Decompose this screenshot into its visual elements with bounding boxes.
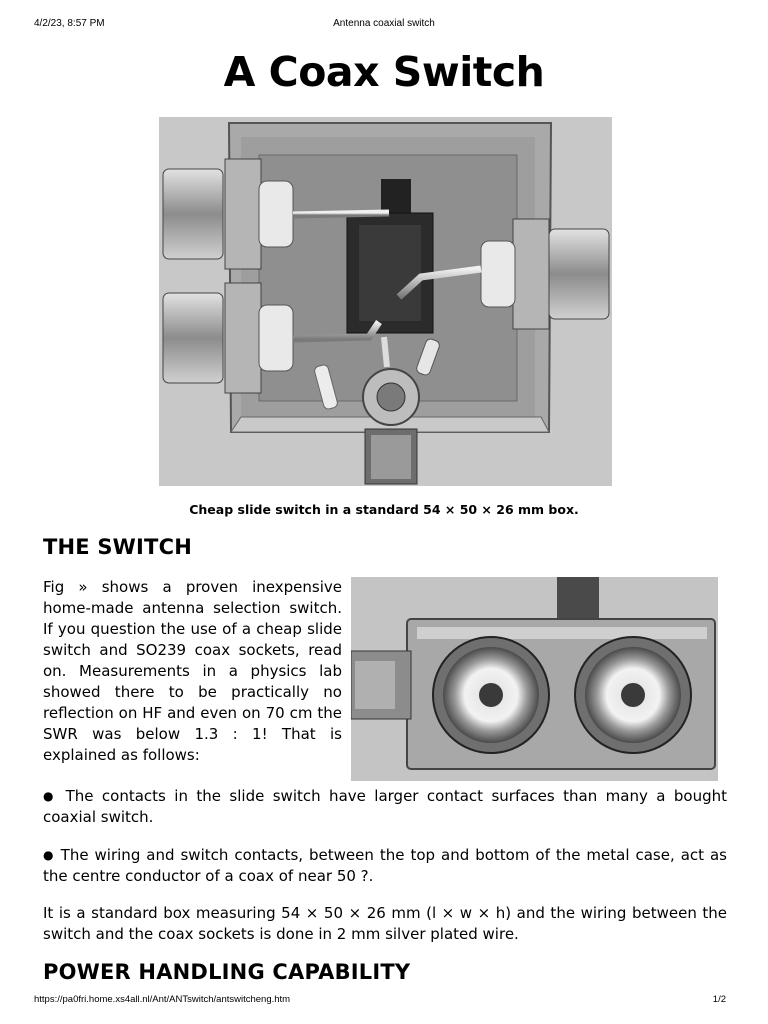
intro-paragraph: Fig » shows a proven inexpensive home-made antenna selection switch. If you question the use of a cheap slide switch and SO239 coax sockets, read on. Measurements in a physics lab showed there to be practically no reflection on HF and even on 70 cm the SWR was below 1.3 : 1! That is explained as follows: <box>43 578 342 764</box>
bullet-item <box>43 845 727 887</box>
print-page-title: Antenna coaxial switch <box>333 18 435 29</box>
print-datetime: 4/2/23, 8:57 PM <box>34 18 105 29</box>
photo-caption: Cheap slide switch in a standard 54 × 50 × 26 mm box. <box>189 502 579 517</box>
print-url: https://pa0fri.home.xs4all.nl/Ant/ANTswitch/antswitcheng.htm <box>34 994 291 1005</box>
switch-exterior-photo <box>351 577 718 781</box>
body-paragraph: It is a standard box measuring 54 × 50 × 26 mm (l × w × h) and the wiring between the switch and the coax sockets is done in 2 mm silver plated wire. <box>43 904 727 943</box>
section-heading-switch: THE SWITCH <box>43 535 192 559</box>
switch-box-photo <box>159 117 612 486</box>
print-footer <box>34 994 734 1008</box>
page-title: A Coax Switch <box>223 48 545 96</box>
bullet-icon: ● <box>43 789 58 803</box>
bullet-text: The wiring and switch contacts, between the top and bottom of the metal case, act as the centre conductor of a coax of near 50 ?. <box>43 846 727 885</box>
print-header <box>34 18 734 32</box>
switch-box-illustration <box>159 117 612 486</box>
print-page-number: 1/2 <box>712 994 726 1005</box>
switch-exterior-illustration <box>351 577 718 781</box>
bullet-text: The contacts in the slide switch have larger contact surfaces than many a bought coaxial switch. <box>43 787 727 826</box>
section-heading-power: POWER HANDLING CAPABILITY <box>43 960 411 984</box>
bullet-item <box>43 786 727 828</box>
bullet-icon: ● <box>43 848 55 862</box>
